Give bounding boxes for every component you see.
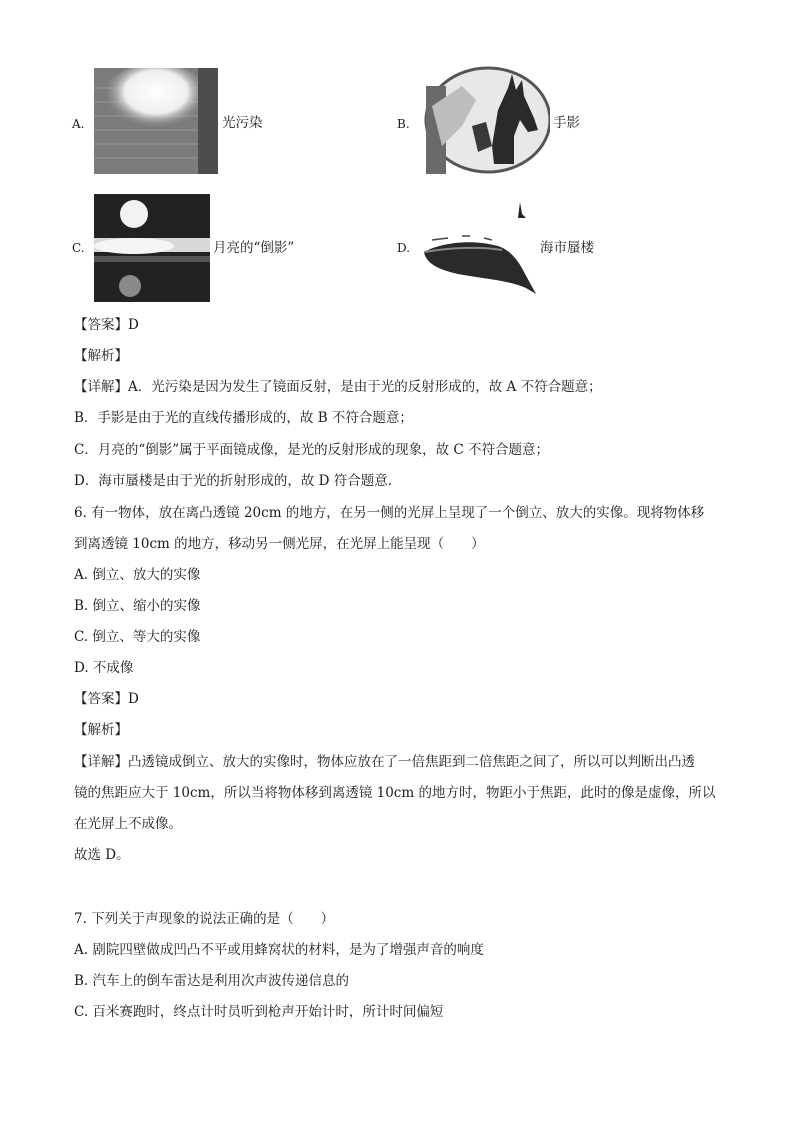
- q6-analysis-line: 【详解】凸透镜成倒立、放大的实像时，物体应放在了一倍焦距到二倍焦距之间了，所以可以判断出凸透: [74, 754, 695, 770]
- q6-option-a: A. 倒立、放大的实像: [74, 567, 201, 583]
- q6-answer: 【答案】D: [74, 691, 139, 707]
- option-d-letter: D.: [397, 241, 411, 255]
- q6-option-d: D. 不成像: [74, 660, 134, 676]
- moon-reflection-image: [94, 194, 210, 302]
- q7-option-a: A. 剧院四壁做成凹凸不平或用蜂窝状的材料，是为了增强声音的响度: [74, 942, 484, 958]
- option-b-letter: B.: [397, 117, 410, 131]
- q5-analysis-line: D．海市蜃楼是由于光的折射形成的，故 D 符合题意．: [74, 473, 402, 489]
- light-pollution-image: [94, 68, 218, 174]
- q6-stem-line: 6. 有一物体，放在离凸透镜 20cm 的地方，在另一侧的光屏上呈现了一个倒立、放大的实像。现将物体移: [74, 505, 705, 521]
- q5-analysis-line: 【详解】A．光污染是因为发生了镜面反射，是由于光的反射形成的，故 A 不符合题意；: [74, 379, 602, 395]
- q7-option-c: C. 百米赛跑时，终点计时员听到枪声开始计时，所计时间偏短: [74, 1004, 444, 1020]
- q6-analysis-line: 故选 D。: [74, 847, 130, 863]
- hand-shadow-image: [422, 66, 550, 174]
- q6-analysis-line: 在光屏上不成像。: [74, 816, 182, 832]
- option-a-label: 光污染: [222, 115, 263, 131]
- q6-stem-line: 到离透镜 10cm 的地方，移动另一侧光屏，在光屏上能呈现（ ）: [74, 536, 485, 552]
- q5-analysis-line: C．月亮的“倒影”属于平面镜成像，是光的反射形成的现象，故 C 不符合题意；: [74, 442, 550, 458]
- option-b-label: 手影: [553, 115, 580, 131]
- option-c-label: 月亮的“倒影”: [213, 240, 295, 256]
- option-a-letter: A.: [72, 117, 85, 131]
- q5-answer: 【答案】D: [74, 317, 139, 333]
- q6-option-c: C. 倒立、等大的实像: [74, 629, 201, 645]
- option-c-letter: C.: [72, 241, 85, 255]
- q7-option-b: B. 汽车上的倒车雷达是利用次声波传递信息的: [74, 973, 350, 989]
- q6-option-b: B. 倒立、缩小的实像: [74, 598, 201, 614]
- option-d-label: 海市蜃楼: [540, 240, 594, 256]
- q6-analysis-line: 镜的焦距应大于 10cm，所以当将物体移到离透镜 10cm 的地方时，物距小于焦距，此时的像是虚像，所以: [74, 785, 716, 801]
- mirage-image: [418, 200, 538, 296]
- q7-stem: 7. 下列关于声现象的说法正确的是（ ）: [74, 911, 335, 927]
- q5-analysis-line: B．手影是由于光的直线传播形成的，故 B 不符合题意；: [74, 410, 413, 426]
- q6-analysis-title: 【解析】: [74, 722, 128, 738]
- q5-analysis-title: 【解析】: [74, 348, 128, 364]
